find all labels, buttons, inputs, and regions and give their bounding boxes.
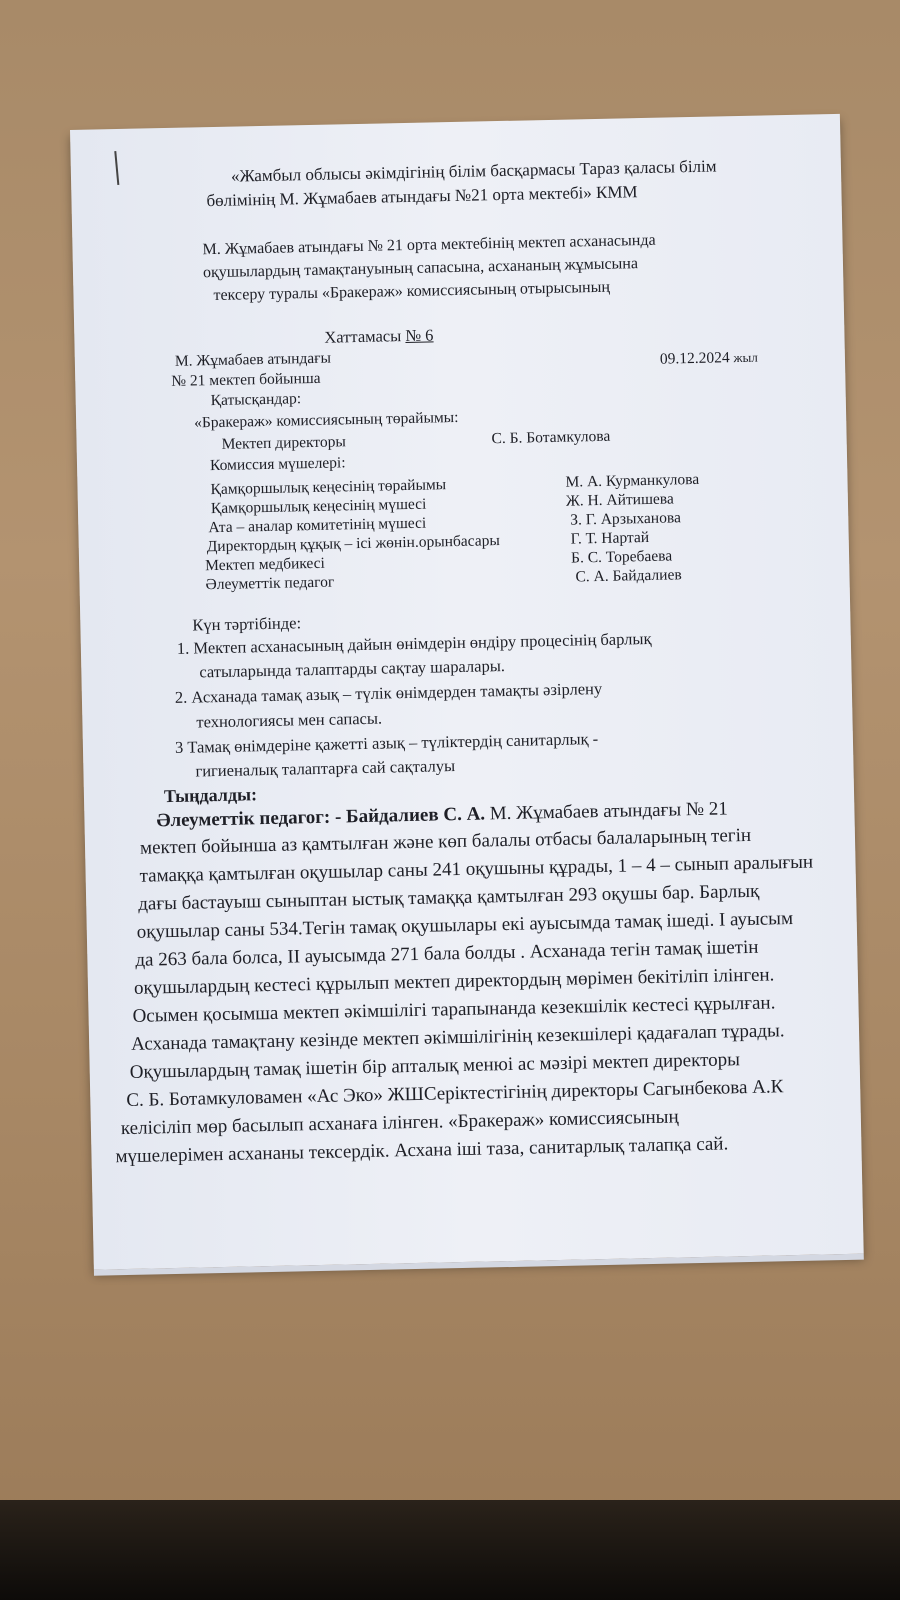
heard-line-12: келісіліп мөр басылып асханаға ілінген. «Бракераж» комиссиясының: [120, 1106, 679, 1140]
member-role: Директордың құқық – ісі жөнін.орынбасары: [206, 532, 500, 556]
agenda-item-2-line-2: технологиясы мен сапасы.: [196, 708, 383, 732]
heard-line-1-text: М. Жұмабаев атындағы № 21: [484, 798, 728, 825]
pen-mark: [114, 151, 119, 185]
member-name: Ж. Н. Айтишева: [565, 490, 674, 510]
org-line-2: бөлімінің М. Жұмабаев атындағы №21 орта мектебі» КММ: [206, 182, 638, 211]
agenda-item-1-line-2: сатыларында талаптарды сақтау шаралары.: [199, 656, 506, 682]
heard-line-3: тамаққа қамтылған оқушылар саны 241 оқушыны құрады, 1 – 4 – сынып аралығын: [139, 851, 814, 887]
heard-line-5: оқушылар саны 534.Тегін тамақ оқушылары екі ауысымда тамақ ішеді. I ауысым: [136, 908, 794, 943]
protocol-number: № 6: [405, 325, 434, 346]
heard-line-4: дағы бастауыш сыныптан ыстық тамаққа қамтылған 293 оқушы бар. Барлық: [138, 880, 760, 915]
chair-heading: «Бракераж» комиссиясының төрайымы:: [193, 408, 459, 432]
member-role: Мектеп медбикесі: [204, 554, 326, 575]
member-role: Ата – аналар комитетінің мүшесі: [208, 514, 427, 537]
heard-heading: Тыңдалды:: [163, 784, 258, 807]
heard-line-2: мектеп бойынша аз қамтылған және көп балалы отбасы балаларының тегін: [139, 824, 752, 859]
members-heading: Комиссия мүшелері:: [209, 454, 346, 475]
member-role: Қамқоршылық кеңесінің мүшесі: [210, 495, 427, 518]
agenda-item-2-line-1: 2. Асханада тамақ азық – түлік өнімдерден тамақты әзірлену: [174, 678, 603, 707]
agenda-item-3-line-2: гигиеналық талаптарға сай сақталуы: [195, 756, 456, 781]
speaker-name: Әлеуметтік педагог: - Байдалиев С. А.: [156, 803, 486, 832]
agenda-heading: Күн тәртібінде:: [192, 613, 302, 635]
member-name: З. Г. Арзыханова: [570, 509, 682, 529]
place-line-2: № 21 мектеп бойынша: [171, 369, 321, 390]
agenda-item-3-line-1: 3 Тамақ өнімдеріне қажетті азық – түліктердің санитарлық -: [174, 729, 599, 757]
chair-role: Мектеп директоры: [221, 433, 347, 453]
protocol-title: [324, 325, 433, 347]
member-name: Б. С. Торебаева: [570, 547, 673, 567]
protocol-date: [660, 348, 758, 370]
protocol-label: Хаттамасы: [324, 326, 402, 347]
member-name: М. А. Курманкулова: [565, 470, 700, 491]
subject-line-2: оқушылардың тамақтануының сапасына, асхананың жұмысына: [202, 255, 639, 282]
date-suffix: жыл: [733, 349, 758, 366]
participants-heading: Қатысқандар:: [210, 390, 302, 410]
subject-line-3: тексеру туралы «Бракераж» комиссиясының отырысының: [213, 278, 611, 305]
table-edge-shadow: [0, 1500, 900, 1600]
heard-line-6: да 263 бала болса, II ауысымда 271 бала болды . Асханада тегін тамақ ішетін: [135, 936, 759, 971]
org-line-1: «Жамбыл облысы әкімдігінің білім басқармасы Тараз қаласы білім: [230, 156, 717, 186]
member-name: Г. Т. Нартай: [570, 528, 650, 548]
document-page: [70, 114, 864, 1270]
place-line-1: М. Жұмабаев атындағы: [174, 349, 332, 370]
heard-line-7: оқушылардың кестесі құрылып мектеп директордың мөрімен бекітіліп ілінген.: [133, 964, 775, 999]
member-role: Әлеуметтік педагог: [205, 573, 335, 594]
heard-line-8: Осымен қосымша мектеп әкімшілігі тарапынанда кезекшілік кестесі құрылған.: [132, 992, 776, 1027]
member-name: С. А. Байдалиев: [575, 566, 682, 586]
agenda-item-1-line-1: 1. Мектеп асханасының дайын өнімдерін өндіру процесінің барлық: [176, 628, 652, 658]
subject-line-1: М. Жұмабаев атындағы № 21 орта мектебінің мектеп асханасында: [202, 231, 656, 259]
heard-line-9: Асханада тамақтану кезінде мектеп әкімшілігінің кезекшілері қадағалап тұрады.: [130, 1020, 785, 1055]
heard-line-13: мүшелерімен асхананы тексердік. Асхана іші таза, санитарлық талапқа сай.: [115, 1133, 729, 1168]
chair-name: С. Б. Ботамкулова: [491, 427, 611, 448]
heard-line-11: С. Б. Ботамкуловамен «Ас Эко» ЖШСеріктестігінің директоры Сагынбекова А.К: [126, 1076, 784, 1112]
heard-line-10: Оқушылардың тамақ ішетін бір апталық менюі ас мәзірі мектеп директоры: [129, 1049, 741, 1083]
date-value: 09.12.2024: [659, 349, 730, 368]
member-role: Қамқоршылық кеңесінің төрайымы: [210, 476, 447, 499]
